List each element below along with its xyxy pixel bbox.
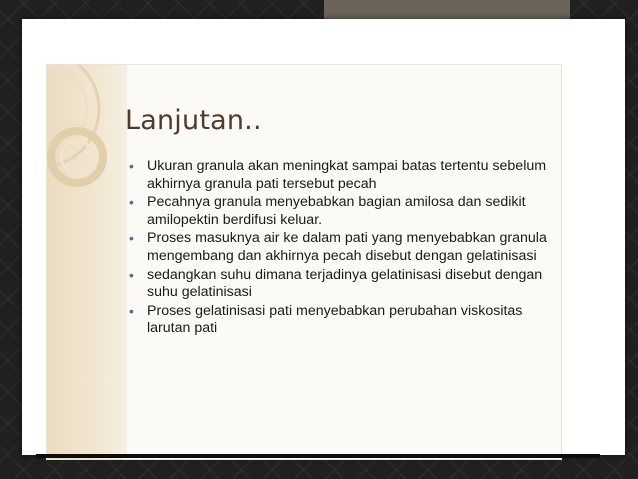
bullet-dot-icon: •	[129, 158, 134, 174]
slide-title: Lanjutan..	[125, 105, 262, 136]
slide-frame	[22, 19, 625, 455]
bullet-item	[127, 158, 547, 193]
slide-content-area	[46, 64, 562, 460]
bullet-text: Proses gelatinisasi pati menyebabkan perubahan viskositas larutan pati	[147, 302, 523, 337]
slide-shadow-bar	[36, 454, 600, 458]
bullet-dot-icon: •	[129, 302, 134, 319]
bullet-dot-icon: •	[129, 230, 134, 247]
bullet-item	[127, 267, 547, 302]
bullet-dot-icon: •	[129, 266, 134, 283]
bullet-text: sedangkan suhu dimana terjadinya gelatinisasi disebut dengan suhu gelatinisasi	[147, 266, 543, 301]
bullet-list	[127, 158, 547, 339]
top-tab-strip	[324, 0, 570, 19]
bullet-dot-icon: •	[129, 194, 134, 211]
bullet-text: Proses masuknya air ke dalam pati yang menyebabkan granula mengembang dan akhirnya pecah disebut dengan gelatinisasi	[147, 230, 547, 264]
bullet-text: Pecahnya granula menyebabkan bagian amilosa dan sedikit amilopektin berdifusi keluar.	[147, 194, 526, 228]
bullet-item	[127, 230, 547, 265]
bullet-text: Ukuran granula akan meningkat sampai batas tertentu sebelum akhirnya granula pati tersebut pecah	[147, 158, 547, 192]
bullet-item	[127, 303, 547, 338]
bullet-item	[127, 194, 547, 229]
